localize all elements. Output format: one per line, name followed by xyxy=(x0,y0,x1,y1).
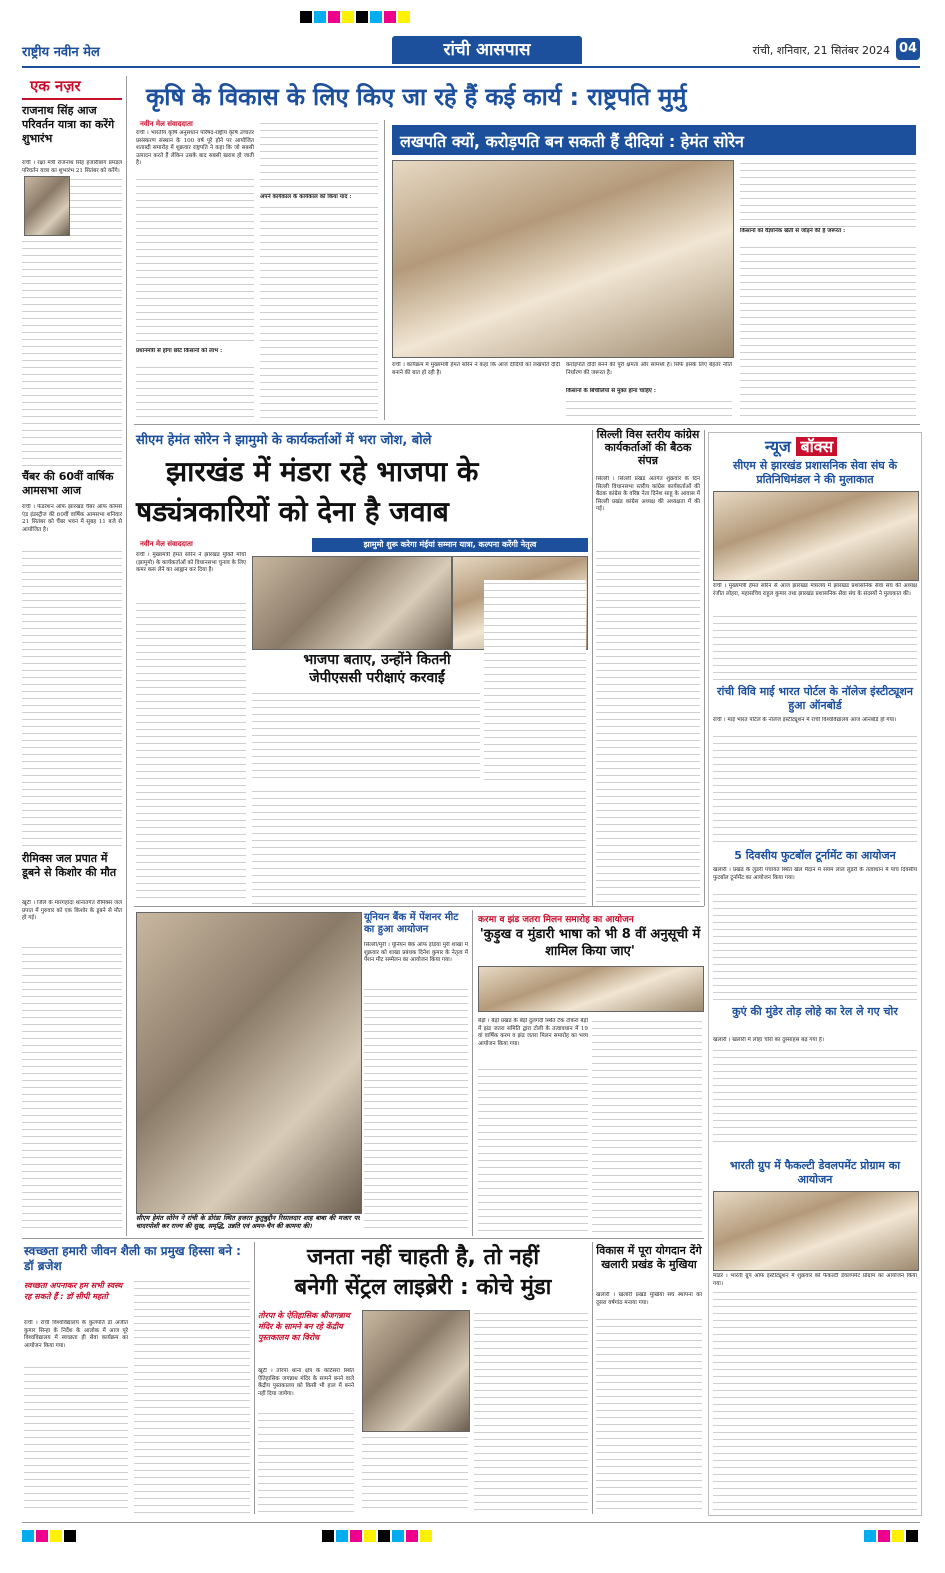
news-box-s5-photo xyxy=(713,1191,919,1271)
top-story-col1 xyxy=(136,176,254,342)
top-story-rule xyxy=(384,120,385,420)
news-box-s3-text xyxy=(713,891,917,1001)
left-story2-lead: रांची । फेडरेशन ऑफ झारखंड चैंबर ऑफ कॉमर्स एंड इंडस्ट्रीज की 60वीं वार्षिक आमसभा शनिवार 21 सितंबर को चैंबर भवन में सुबह 11 बजे से आयोजित है। xyxy=(22,504,122,533)
registration-marks-bottom xyxy=(22,1522,920,1539)
karma-headline: 'कुड़ुख व मुंडारी भाषा को भी 8 वीं अनुसूची में शामिल किया जाए' xyxy=(479,927,701,959)
bottom-rule-1 xyxy=(254,1242,255,1514)
mid-rule-2 xyxy=(704,430,705,906)
section-title: रांची आसपास xyxy=(392,36,582,64)
chadar-caption: सीएम हेमंत सोरेन ने रांची के डोरंडा स्थित हजरत कुतुबुद्दीन रिसालदार शाह बाबा की मजार पर चादरपोशी कर राज्य की सुख, समृद्धि, उन्नति एवं अमन-चैन की कामना की। xyxy=(136,1214,360,1231)
top-right-subhead2: किसानों को वैज्ञानिक खेती से जोड़ने की है जरूरत : xyxy=(740,228,846,234)
left-story3-text xyxy=(22,944,122,1234)
mid-story-col4 xyxy=(252,788,586,904)
news-box-s1-head: सीएम से झारखंड प्रशासनिक सेवा संघ के प्रतिनिधिमंडल ने की मुलाकात xyxy=(732,459,898,486)
top-story-sub1: प्रधानमंत्री से होगा छोटे किसानों को लाभ : xyxy=(136,348,223,354)
ek-nazar-label: एक नज़र xyxy=(30,77,81,95)
left-story3-lead: खूंटी । जिले के मारंगहादा थानांतर्गत रीमिक्स जल प्रपात में गुरुवार को एक किशोर के डूबने से मौत हो गई। xyxy=(22,900,122,922)
top-story-lead: रांची । भारतीय कृषि अनुसंधान परिषद-राष्ट्रीय कृषि उच्चतर प्रसंस्करण संस्थान के 100 वर्ष पूरे होने पर आयोजित शताब्दी समारोह में शुक्रवार राष्ट्रपति ने कहा कि जो सबसी उत्पादन करते हैं लेकिन उसके बाद सबसी खराब हो जाती है। xyxy=(136,130,254,167)
news-box-s3-head: 5 दिवसीय फुटबॉल टूर्नामेंट का आयोजन xyxy=(734,849,896,862)
koche-photo xyxy=(362,1310,470,1432)
koche-lead: खूंटी । तोरपा थाना क्षेत्र के कोटेसरा स्थित ऐतिहासिक जगन्नाथ मंदिर के सामने बनने वाले केंद्रीय पुस्तकालय को किसी भी हाल में बनने नहीं दिया जायेगा। xyxy=(258,1368,354,1397)
dateline: रांची, शनिवार, 21 सितंबर 2024 xyxy=(752,44,890,57)
lower-section-rule xyxy=(22,1238,704,1239)
news-box-s5-head: भारती ग्रुप में फैकल्टी डेवलपमेंट प्रोग्राम का आयोजन xyxy=(729,1159,901,1186)
top-story-byline: नवीन मेल संवाददाता xyxy=(140,120,193,128)
karma-lead: बेड़ो । बेड़ो प्रखंड के बेड़ो दुलगदी स्थित टैक टोकरा बेड़ो में झंड जतरा समिति द्वारा टोली के तत्वावधान में 19 वां वार्षिक करम व झंड जतरा मिलन समारोह का भव्य आयोजन किया गया। xyxy=(478,1018,588,1047)
mid-story-col1 xyxy=(136,600,246,904)
top-right-text: करोड़पति दीदी बनने की पूरी क्षमता और सामर्थ्य है। सिर्फ इसके लिए बेहतर नीति निर्धारण की जरूरत है। xyxy=(566,362,732,376)
top-story-col1b xyxy=(136,364,254,420)
khalari-lead: खलारी । खलारी प्रखंड मुखिया संघ स्थापना का दूसरा वर्षगांठ मनाया गया। xyxy=(596,1292,702,1306)
koche-text2 xyxy=(362,1434,468,1514)
left-story3-headline: रीमिक्स जल प्रपात में डूबने से किशोर की मौत xyxy=(22,852,117,879)
mid-rule-1 xyxy=(592,430,593,906)
left-story1-text2 xyxy=(22,238,122,466)
top-right-col3 xyxy=(740,160,916,228)
silli-text xyxy=(596,548,700,904)
top-right-col3b xyxy=(740,244,916,420)
news-box-label-b: बॉक्स xyxy=(796,437,837,456)
koche-text3 xyxy=(474,1310,588,1514)
news-box-s4-text xyxy=(713,1047,917,1147)
news-box-s4-head: कुएं की मुंडेर तोड़ लोहे का रेल ले गए चोर xyxy=(732,1005,898,1018)
news-box-s1-text xyxy=(713,613,917,683)
silli-lead: सिल्ली । सिल्ली प्रखंड अंतर्गत शुक्रवार के दिन सिल्ली विधानसभा स्तरीय कांग्रेस कार्यकर्ताओं की बैठक कांग्रेस के वरिष्ठ नेता दिनेश साहू के आवास में सिल्ली प्रखंड कांग्रेस अध्यक्ष की अध्यक्षता में की गई। xyxy=(596,476,700,513)
karma-text2 xyxy=(592,1018,702,1234)
mid-story-headline-1: झारखंड में मंडरा रहे भाजपा के xyxy=(166,455,479,488)
news-box-s2-lead: रांची । माई भारत पोर्टल के नॉलेज इंस्टीट्यूशन में रांची विश्वविद्यालय आज ऑनबोर्ड हो गया। xyxy=(713,717,897,723)
mid-story-byline: नवीन मेल संवाददाता xyxy=(140,540,193,548)
bottom-rule-2 xyxy=(592,1242,593,1514)
mid-story-subhead-1: भाजपा बताए, उन्होंने कितनी xyxy=(303,652,451,668)
top-right-text-b xyxy=(566,398,732,418)
mid-story-col2 xyxy=(252,690,480,782)
mid-story-lead: रांची । मुख्यमंत्री हेमंत सोरेन ने झारखंड मुक्ति मोर्चा (झामुमो) के कार्यकर्ताओं को विधानसभा चुनाव के लिए कमर कस लेने का आह्वान कर दिया है। xyxy=(136,552,246,574)
news-box-s3-lead: खलारी । प्रखंड के लुंडरी पंचायत स्थित खेल मैदान में संयम लाल लुंडरी के तत्वाधान में पांच दिवसीय फुटबॉल टूर्नामेंट का आयोजन किया गया। xyxy=(713,867,917,881)
registration-marks-top xyxy=(300,8,680,20)
news-box-label-a: न्यूज xyxy=(765,437,791,456)
mid-story-tag: झामुमो शुरू करेगा मंईयां सम्मान यात्रा, कल्पना करेंगी नेतृत्व xyxy=(312,538,588,552)
koche-text xyxy=(258,1410,354,1514)
union-headline: यूनियन बैंक में पेंशनर मीट का हुआ आयोजन xyxy=(364,912,459,935)
koche-kicker: तोरपा के ऐतिहासिक श्रीजगन्नाथ मंदिर के सामने बन रहे केंद्रीय पुस्तकालय का विरोध xyxy=(258,1311,350,1342)
rajnath-photo xyxy=(24,176,70,236)
header-bar xyxy=(22,36,920,68)
ek-nazar-box xyxy=(22,76,122,100)
khalari-headline: विकास में पूरा योगदान देंगे खलारी प्रखंड के मुखिया xyxy=(596,1244,702,1271)
brajesh-lead: रांची । रांची विश्वविद्यालय के कुलपति डॉ अजीत कुमार सिन्हा के निर्देश के आलोक में आज पूरे विश्वविद्यालय में स्वच्छता ही सेवा कार्यक्रम का आयोजन किया गया। xyxy=(24,1320,128,1349)
top-right-banner xyxy=(392,125,916,155)
lower-rule-1 xyxy=(472,910,473,1236)
brajesh-quote: स्वच्छता अपनाकर हम सभी स्वस्थ रह सकते हैं : डॉ सीपी महतो xyxy=(24,1281,123,1301)
karma-photo xyxy=(478,966,704,1012)
mid-story-photo xyxy=(252,556,452,650)
page-number: 04 xyxy=(896,38,920,60)
union-text xyxy=(364,986,468,1234)
left-story1-headline: राजनाथ सिंह आज परिवर्तन यात्रा का करेंगे शुभारंभ xyxy=(22,104,115,145)
news-box-s2-head: रांची विवि माई भारत पोर्टल के नॉलेज इंस्टीट्यूशन हुआ ऑनबोर्ड xyxy=(716,685,914,712)
left-story1-lead: रांची । रक्षा मंत्री राजनाथ सिंह हजारीबाग प्रमंडल परिवर्तन यात्रा का शुभारंभ 21 सितंबर को करेंगे। xyxy=(22,160,122,174)
left-story2-headline: चैंबर की 60वीं वार्षिक आमसभा आज xyxy=(22,470,114,497)
news-box-s1-photo xyxy=(713,491,919,581)
karma-kicker: करमा व झंड जतरा मिलन समारोह का आयोजन xyxy=(478,915,634,925)
news-box xyxy=(708,432,922,1516)
top-story-headline: कृषि के विकास के लिए किए जा रहे हैं कई कार्य : राष्ट्रपति मुर्मु xyxy=(146,83,687,111)
brajesh-headline: स्वच्छता हमारी जीवन शैली का प्रमुख हिस्सा बने : डॉ ब्रजेश xyxy=(24,1244,241,1273)
mid-story-kicker: सीएम हेमंत सोरेन ने झामुमो के कार्यकर्ताओं में भरा जोश, बोले xyxy=(136,433,432,448)
mid-story-headline-2: षड्यंत्रकारियों को देना है जवाब xyxy=(136,495,449,528)
top-right-photo xyxy=(392,160,734,358)
brajesh-text xyxy=(24,1364,128,1514)
top-story-sub2: अपने कार्यकाल के कार्यकाल को किया याद : xyxy=(260,194,378,202)
news-box-s1-lead: रांची । मुख्यमंत्री हेमंत सोरेन से आज झारखंड मंत्रालय में झारखंड प्रशासनिक सेवा संघ की अध्यक्ष रंजीत लोहरा, महासचिव राहुल कुमार तथा झारखंड प्रशासनिक सेवा संघ के सदस्यों ने मुलाकात की। xyxy=(713,583,917,597)
union-lead: सिल्ली/मुरी । यूनियन बैंक ऑफ इंडिया मुरी शाखा में शुक्रवार को शाखा प्रबंधक दिनेश कुमार के नेतृत्व में पेंशन मीट सम्मेलन का आयोजन किया गया। xyxy=(364,942,468,964)
news-box-label xyxy=(765,435,837,457)
mid-story-col3 xyxy=(484,580,586,782)
left-column-rule xyxy=(126,76,127,1236)
masthead: राष्ट्रीय नवीन मेल xyxy=(22,45,100,60)
news-box-s2-text xyxy=(713,733,917,847)
left-story1-text xyxy=(70,176,122,236)
koche-headline-2: बनेगी सेंट्रल लाइब्रेरी : कोचे मुंडा xyxy=(294,1275,552,1300)
karma-text xyxy=(478,1066,588,1234)
silli-headline: सिल्ली विस स्तरीय कांग्रेस कार्यकर्ताओं की बैठक संपन्न xyxy=(596,428,700,467)
top-story-col2 xyxy=(260,120,378,420)
news-box-s5-lead: मांडर । भारती ग्रुप ऑफ इंस्टीट्यूशन में शुक्रवार को फैकल्टी डेवलपमेंट प्रोग्राम का आयोजन किया गया। xyxy=(713,1273,917,1287)
news-box-s5-text xyxy=(713,1289,917,1511)
chadar-photo xyxy=(136,912,362,1214)
koche-headline-1: जनता नहीं चाहती है, तो नहीं xyxy=(306,1245,540,1270)
brajesh-text2 xyxy=(134,1278,250,1514)
top-right-subhead: किसानों के बिचौलियों से मुक्त होना चाहिए : xyxy=(566,388,656,394)
top-right-caption: रांची । कार्यक्रम में मुख्यमंत्री हेमंत सोरेन ने कहा कि आज दीदियों को लखपति दीदी बनाने की बात हो रही है। xyxy=(392,362,560,376)
top-right-banner-text: लखपति क्यों, करोड़पति बन सकती हैं दीदियां : हेमंत सोरेन xyxy=(400,132,744,151)
left-story2-text xyxy=(22,548,122,848)
khalari-text xyxy=(596,1316,702,1514)
top-section-rule xyxy=(134,424,920,425)
mid-section-rule xyxy=(134,906,704,907)
news-box-s4-lead: खलारी । खलारी में लोहा चोरों का दुस्साहस बढ़ गया है। xyxy=(713,1037,824,1043)
mid-story-subhead-2: जेपीएससी परीक्षाएं करवाईं xyxy=(309,670,445,686)
